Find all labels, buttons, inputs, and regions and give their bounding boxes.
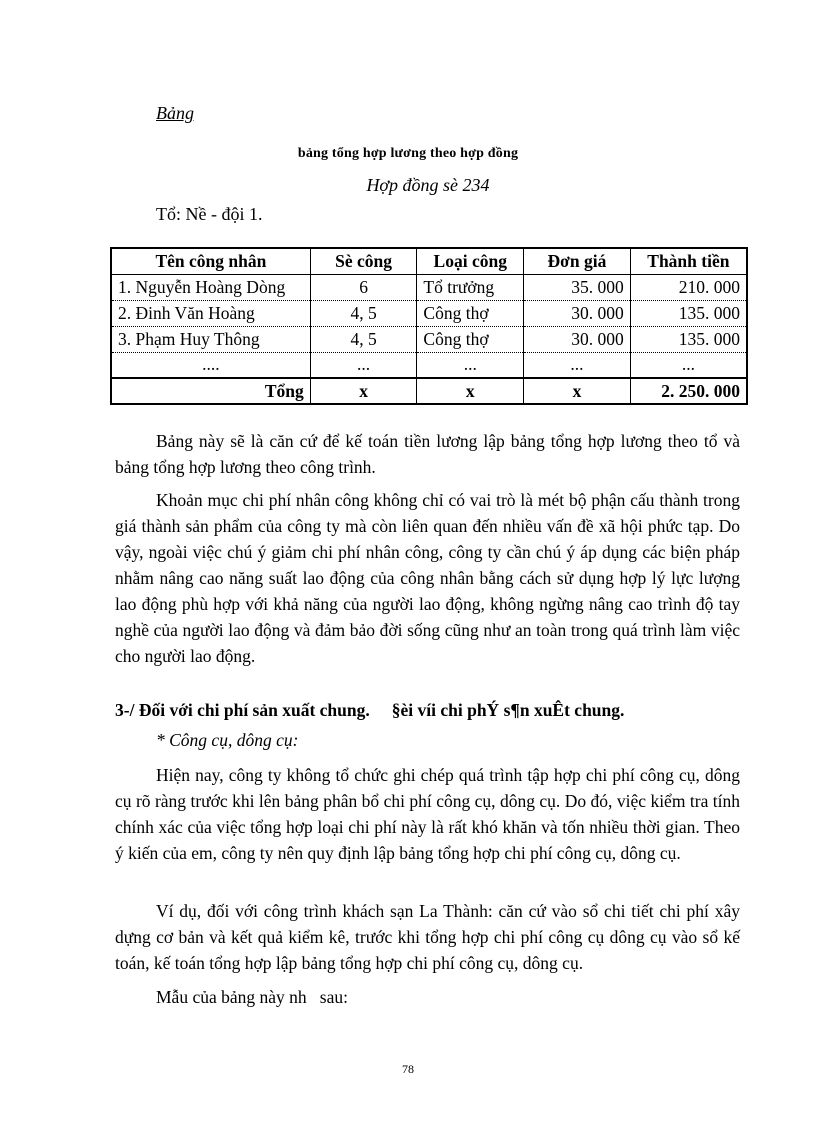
- total-amount: 2. 250. 000: [630, 378, 747, 404]
- col-header-name: Tên công nhân: [111, 248, 310, 274]
- cell-name: ....: [111, 352, 310, 378]
- table-header-row: [111, 248, 747, 274]
- total-type: x: [417, 378, 524, 404]
- table-total-row: [111, 378, 747, 404]
- paragraph-text: Bảng này sẽ là căn cứ để kế toán tiền lương lập bảng tổng hợp lương theo tổ và bảng tổng hợp lương theo công trình.: [115, 431, 740, 477]
- section-heading: [115, 700, 624, 721]
- total-rate: x: [524, 378, 631, 404]
- table-row: [111, 300, 747, 326]
- col-header-type: Loại công: [417, 248, 524, 274]
- cell-type: Công thợ: [417, 300, 524, 326]
- contract-number: Hợp đồng sè 234: [366, 175, 490, 195]
- cell-days: 4, 5: [310, 300, 417, 326]
- heading-text: 3-/ Đối với chi phí sản xuất chung.: [115, 700, 370, 720]
- heading-garbled-text: §èi víi chi phÝ s¶n xuÊt chung.: [391, 700, 625, 720]
- paragraph-text: Khoản mục chi phí nhân công không chỉ có vai trò là mét bộ phận cấu thành trong giá thành sản phẩm của công ty mà còn liên quan đến nhiều vấn đề xã hội phức tạp. Do vậy, ngoài việc chú ý giảm chi phí nhân công, công ty cần chú ý áp dụng các biện pháp nhằm nâng cao năng suất lao động của công nhân bằng cách sử dụng hợp lý lực lượng lao động phù hợp với khả năng của người lao động, không ngừng nâng cao trình độ tay nghề của người lao động và đảm bảo đời sống cũng như an toàn trong quá trình làm việc cho người lao động.: [115, 490, 740, 666]
- table-row: [111, 352, 747, 378]
- paragraph-4: [115, 898, 740, 976]
- cell-rate: 30. 000: [524, 326, 631, 352]
- table-caption-label: Bảng: [156, 103, 194, 123]
- table-title: bảng tổng hợp lương theo hợp đồng: [297, 146, 519, 161]
- table-row: [111, 274, 747, 300]
- cell-rate: 30. 000: [524, 300, 631, 326]
- paragraph-3: [115, 762, 740, 866]
- total-days: x: [310, 378, 417, 404]
- salary-table: [110, 247, 748, 405]
- paragraph-text: Hiện nay, công ty không tổ chức ghi chép quá trình tập hợp chi phí công cụ, dông cụ rõ ràng trước khi lên bảng phân bổ chi phí công cụ, dông cụ. Do đó, việc kiểm tra tính chính xác của việc tổng hợp loại chi phí này là rất khó khăn và tốn nhiều thời gian. Theo ý kiến của em, công ty nên quy định lập bảng tổng hợp chi phí công cụ, dông cụ.: [115, 765, 740, 863]
- col-header-rate: Đơn giá: [524, 248, 631, 274]
- cell-name: 3. Phạm Huy Thông: [111, 326, 310, 352]
- paragraph-5: [115, 984, 740, 1010]
- cell-amount: 135. 000: [630, 326, 747, 352]
- cell-type: ...: [417, 352, 524, 378]
- cell-days: 4, 5: [310, 326, 417, 352]
- col-header-amount: Thành tiền: [630, 248, 747, 274]
- total-label: Tổng: [111, 378, 310, 404]
- cell-rate: ...: [524, 352, 631, 378]
- cell-days: 6: [310, 274, 417, 300]
- paragraph-2: [115, 487, 740, 669]
- col-header-days: Sè công: [310, 248, 417, 274]
- cell-name: 1. Nguyễn Hoàng Dòng: [111, 274, 310, 300]
- cell-amount: ...: [630, 352, 747, 378]
- cell-rate: 35. 000: [524, 274, 631, 300]
- team-label: Tổ: Nề - đội 1.: [156, 204, 263, 224]
- cell-days: ...: [310, 352, 417, 378]
- cell-type: Công thợ: [417, 326, 524, 352]
- cell-amount: 210. 000: [630, 274, 747, 300]
- subsection-note: * Công cụ, dông cụ:: [156, 730, 299, 750]
- paragraph-text: Ví dụ, đối với công trình khách sạn La Thành: căn cứ vào sổ chi tiết chi phí xây dựng cơ bản và kết quả kiểm kê, trước khi tổng hợp chi phí công cụ dông cụ vào sổ kế toán, kế toán tổng hợp lập bảng tổng hợp chi phí công cụ, dông cụ.: [115, 901, 740, 973]
- cell-type: Tổ trưởng: [417, 274, 524, 300]
- cell-name: 2. Đinh Văn Hoàng: [111, 300, 310, 326]
- paragraph-1: [115, 428, 740, 480]
- paragraph-text: Mẫu của bảng này nh sau:: [156, 987, 348, 1007]
- page-number: 78: [402, 1062, 414, 1076]
- cell-amount: 135. 000: [630, 300, 747, 326]
- table-row: [111, 326, 747, 352]
